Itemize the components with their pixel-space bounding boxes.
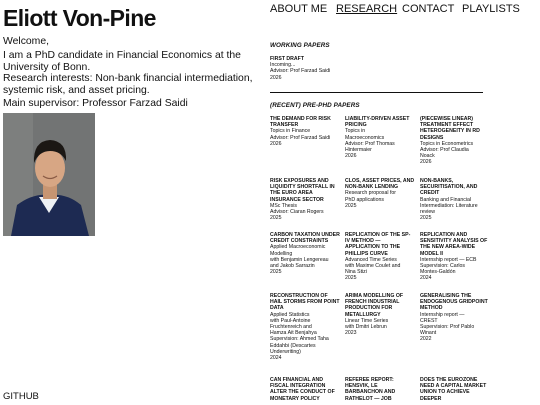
paper-detail: Advisor: Prof Thomas <box>345 140 395 147</box>
paper-detail: Underwriting) <box>270 348 301 355</box>
paper-detail: Advisor: Prof Farzad Saidi <box>270 134 331 141</box>
paper-card[interactable] <box>420 293 490 343</box>
paper-card[interactable] <box>345 377 415 402</box>
paper-detail: Applied Macroeconomic <box>270 244 326 251</box>
paper-detail: PhD applications <box>345 196 384 203</box>
paper-detail: with Maxime Coulet and <box>345 263 401 270</box>
pre-phd-heading: (RECENT) PRE-PHD PAPERS <box>270 102 360 109</box>
paper-detail: 2023 <box>345 330 357 337</box>
paper-detail: Intermediation: Literature <box>420 202 478 209</box>
paper-detail: Incoming... <box>270 62 296 69</box>
profile-column <box>3 0 263 405</box>
paper-detail: 2024 <box>420 275 432 282</box>
paper-detail: Supervision: Ahmed Taha <box>270 336 329 343</box>
research-interests-text: Research interests: Non-bank financial intermediation, systemic risk, and asset pricing. <box>3 73 253 96</box>
paper-title: NON-BANKS, SECURITISATION, AND CREDIT <box>420 178 478 197</box>
paper-detail: Supervision: Prof Pablo <box>420 324 475 331</box>
paper-title: RISK EXPOSURES AND LIQUIDITY SHORTFALL IN THE EURO AREA INSURANCE SECTOR <box>270 178 335 203</box>
paper-detail: Montes-Galdón <box>420 269 456 276</box>
paper-detail: Internship report — ECB <box>420 256 477 263</box>
paper-detail: Modelling <box>270 250 293 257</box>
paper-card[interactable] <box>270 377 340 402</box>
paper-card[interactable] <box>420 116 490 166</box>
paper-detail: MSc Thesis <box>270 202 298 209</box>
paper-card[interactable] <box>270 232 340 275</box>
paper-title: REPLICATION OF THE SP-IV METHOD — APPLICATION TO THE PHILLIPS CURVE <box>345 232 411 257</box>
paper-title: THE DEMAND FOR RISK TRANSFER <box>270 116 331 129</box>
nav-about[interactable]: ABOUT ME <box>270 3 328 15</box>
paper-card[interactable] <box>270 178 340 221</box>
paper-card[interactable] <box>345 178 415 209</box>
paper-title: (PIECEWISE LINEAR) TREATMENT EFFECT HETEROGENEITY IN RD DESIGNS <box>420 116 480 141</box>
paper-card[interactable] <box>270 56 340 81</box>
github-link[interactable]: GITHUB <box>3 391 39 402</box>
paper-detail: Advisor: Ciaran Rogers <box>270 209 324 216</box>
paper-detail: Banking and Financial <box>420 196 472 203</box>
profile-photo <box>3 113 95 236</box>
paper-detail: Noack <box>420 153 435 160</box>
nav-playlists[interactable]: PLAYLISTS <box>462 3 520 15</box>
nav-research[interactable]: RESEARCH <box>336 3 398 15</box>
paper-detail: 2022 <box>420 336 432 343</box>
paper-detail: CREST <box>420 317 438 324</box>
paper-card[interactable] <box>420 377 490 402</box>
paper-detail: Hamza Ait Benjahya <box>270 330 317 337</box>
paper-title: ARIMA MODELLING OF FRENCH INDUSTRIAL PRODUCTION FOR METALLURGY <box>345 293 404 318</box>
paper-title: LIABILITY-DRIVEN ASSET PRICING <box>345 116 410 129</box>
paper-title: GENERALISING THE ENDOGENOUS GRIDPOINT METHOD <box>420 293 488 312</box>
paper-detail: Eddahbi (Descartes <box>270 342 316 349</box>
intro-text: I am a PhD candidate in Financial Economics at the University of Bonn. <box>3 50 241 73</box>
paper-detail: with Benjamin Lengereau <box>270 256 329 263</box>
paper-detail: Topics in Finance <box>270 128 311 135</box>
paper-detail: Research proposal for <box>345 190 397 197</box>
paper-card[interactable] <box>420 178 490 221</box>
paper-detail: 2026 <box>345 153 357 160</box>
paper-detail: Advanced Time Series <box>345 256 397 263</box>
paper-card[interactable] <box>270 116 340 147</box>
paper-detail: with Dmitri Lebrun <box>345 324 387 331</box>
paper-detail: Winant <box>420 330 437 337</box>
paper-detail: and Jakob Sarrazin <box>270 263 315 270</box>
nav-contact[interactable]: CONTACT <box>402 3 455 15</box>
paper-detail: Fruchtenreich and <box>270 324 312 331</box>
paper-card[interactable] <box>345 293 415 336</box>
section-divider <box>270 92 483 93</box>
paper-detail: Internship report — <box>420 311 465 318</box>
paper-detail: with Paul-Antoine <box>270 317 311 324</box>
paper-detail: Advisor: Prof Farzad Saidi <box>270 68 331 75</box>
paper-title: FIRST DRAFT <box>270 56 305 62</box>
paper-detail: Topics in <box>345 128 366 135</box>
paper-detail: Applied Statistics <box>270 311 310 318</box>
paper-title: DOES THE EUROZONE NEED A CAPITAL MARKET UNION TO ACHIEVE DEEPER <box>420 377 487 402</box>
supervisor-text: Main supervisor: Professor Farzad Saidi <box>3 98 188 109</box>
paper-detail: 2024 <box>270 355 282 362</box>
welcome-text: Welcome, <box>3 36 50 47</box>
main-nav <box>270 3 540 17</box>
paper-detail: Topics in Econometrics <box>420 140 474 147</box>
paper-card[interactable] <box>270 293 340 361</box>
paper-detail: review <box>420 209 435 216</box>
paper-title: CARBON TAXATION UNDER CREDIT CONSTRAINTS <box>270 232 340 245</box>
paper-detail: Supervision: Carlos <box>420 263 465 270</box>
paper-card[interactable] <box>345 116 415 159</box>
paper-title: RECONSTRUCTION OF HAIL STORMS FROM POINT DATA <box>270 293 340 312</box>
paper-detail: Hintermaier <box>345 147 372 154</box>
paper-detail: Nina Stizi <box>345 269 367 276</box>
paper-card[interactable] <box>345 232 415 282</box>
site-title: Eliott Von-Pine <box>3 5 156 31</box>
paper-title: REFEREE REPORT: HENSVIK, LE BARBANCHON AND RATHELOT — JOB <box>345 377 396 402</box>
paper-title: CLOS, ASSET PRICES, AND NON-BANK LENDING <box>345 178 415 191</box>
paper-detail: Linear Time Series <box>345 317 389 324</box>
paper-detail: 2025 <box>270 269 282 276</box>
paper-detail: 2025 <box>345 275 357 282</box>
paper-detail: 2026 <box>420 159 432 166</box>
paper-detail: 2025 <box>345 202 357 209</box>
working-papers-heading: WORKING PAPERS <box>270 42 330 49</box>
paper-detail: 2026 <box>270 74 282 81</box>
paper-detail: Macroeconomics <box>345 134 385 141</box>
paper-detail: Advisor: Prof Claudia <box>420 147 469 154</box>
paper-detail: 2025 <box>270 215 282 222</box>
paper-title: CAN FINANCIAL AND FISCAL INTEGRATION ALTER THE CONDUCT OF MONETARY POLICY <box>270 377 335 402</box>
paper-detail: 2025 <box>420 215 432 222</box>
paper-card[interactable] <box>420 232 490 282</box>
paper-detail: 2026 <box>270 140 282 147</box>
paper-title: REPLICATION AND SENSITIVITY ANALYSIS OF THE NEW AREA-WIDE MODEL II <box>420 232 488 257</box>
